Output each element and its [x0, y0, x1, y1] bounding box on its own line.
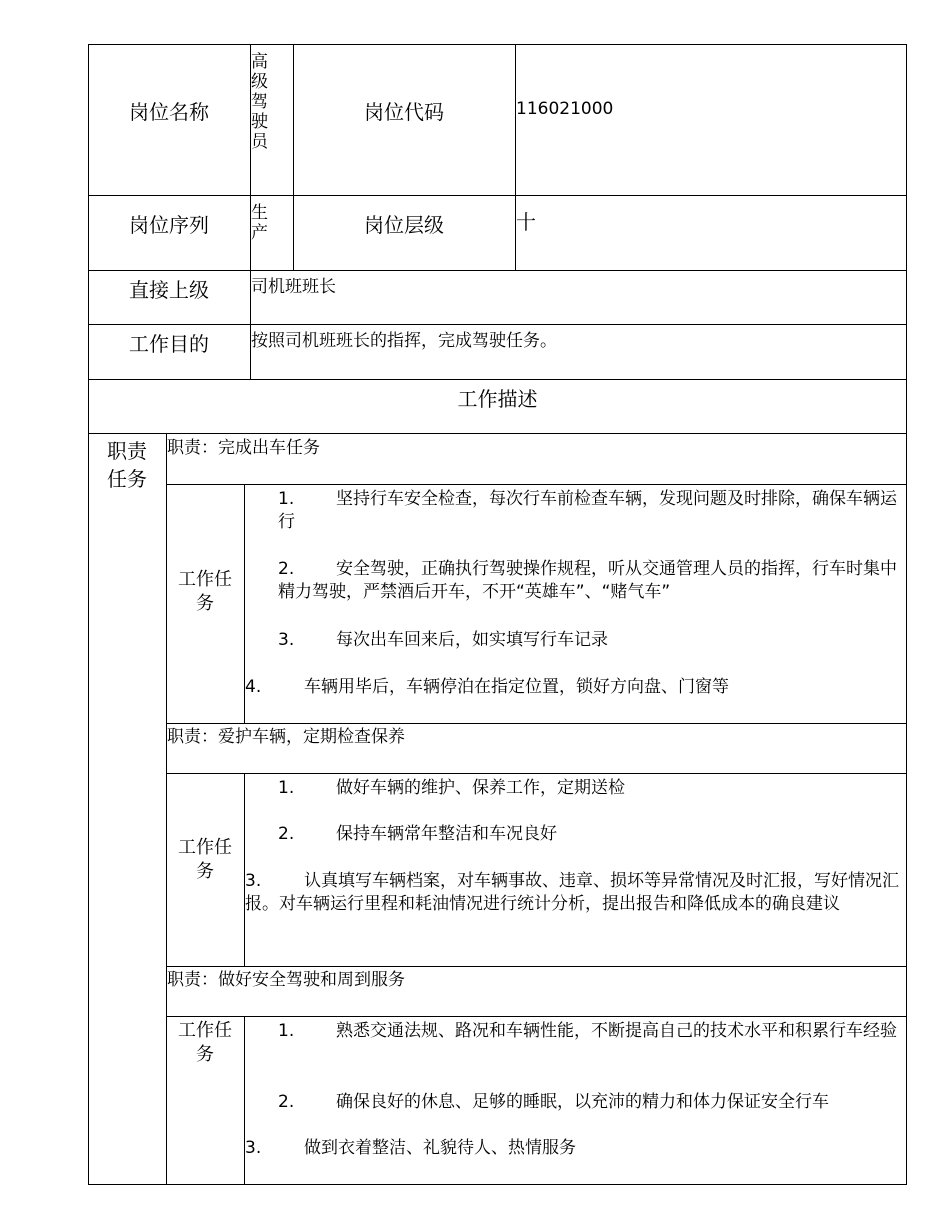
row-divider	[88, 433, 907, 434]
task-text: 熟悉交通法规、路况和车辆性能，不断提高自己的技术水平和积累行车经验	[336, 1021, 897, 1041]
task-item	[245, 870, 900, 916]
task-item	[278, 777, 898, 800]
task-text: 保持车辆常年整洁和车况良好	[336, 824, 557, 844]
purpose-label: 工作目的	[129, 331, 209, 356]
duty-title: 职责：做好安全驾驶和周到服务	[167, 970, 405, 990]
sequence-label: 岗位序列	[129, 212, 209, 237]
task-text: 确保良好的休息、足够的睡眠，以充沛的精力和体力保证安全行车	[336, 1092, 829, 1112]
level-value: 十	[516, 210, 536, 234]
task-item	[278, 488, 898, 534]
row-divider	[166, 1016, 907, 1017]
task-item	[245, 676, 900, 699]
task-text: 做到衣着整洁、礼貌待人、热情服务	[304, 1138, 576, 1158]
sequence-value: 生产	[251, 203, 268, 243]
duty-title: 职责：完成出车任务	[167, 438, 320, 458]
position-code-label: 岗位代码	[364, 99, 444, 124]
task-number: 2.	[278, 559, 295, 579]
task-number: 1.	[278, 778, 295, 798]
col-divider	[515, 44, 516, 270]
row-divider	[166, 773, 907, 774]
task-item	[278, 558, 898, 604]
duty-title: 职责：爱护车辆，定期检查保养	[167, 727, 405, 747]
purpose-value: 按照司机班班长的指挥，完成驾驶任务。	[251, 331, 557, 351]
task-item	[278, 1091, 898, 1114]
level-label: 岗位层级	[364, 212, 444, 237]
task-text: 每次出车回来后，如实填写行车记录	[336, 630, 608, 650]
supervisor-value: 司机班班长	[251, 277, 336, 297]
col-divider	[166, 433, 167, 1185]
duties-label: 职责任务	[107, 439, 147, 491]
task-item	[278, 1020, 898, 1043]
task-text: 做好车辆的维护、保养工作，定期送检	[336, 778, 625, 798]
task-item	[278, 629, 898, 652]
task-number: 1.	[278, 1021, 295, 1041]
task-number: 3.	[245, 1138, 262, 1158]
position-name-value: 高级驾驶员	[251, 52, 268, 152]
task-label: 工作任务	[178, 837, 232, 882]
task-text: 认真填写车辆档案，对车辆事故、违章、损坏等异常情况及时汇报，写好情况汇报。对车辆运行里程和耗油情况进行统计分析，提出报告和降低成本的确良建议	[245, 871, 899, 914]
description-title: 工作描述	[457, 386, 538, 411]
task-text: 车辆用毕后，车辆停泊在指定位置，锁好方向盘、门窗等	[304, 677, 729, 697]
row-divider	[166, 723, 907, 724]
supervisor-label: 直接上级	[129, 277, 209, 302]
task-number: 3.	[245, 871, 262, 891]
row-divider	[166, 966, 907, 967]
task-item	[245, 1137, 900, 1160]
task-text: 坚持行车安全检查，每次行车前检查车辆，发现问题及时排除，确保车辆运行	[278, 489, 897, 532]
task-item	[278, 823, 898, 846]
task-number: 2.	[278, 1092, 295, 1112]
task-number: 4.	[245, 677, 262, 697]
task-label: 工作任务	[178, 569, 232, 614]
position-name-label: 岗位名称	[129, 99, 209, 124]
position-code-value: 116021000	[516, 99, 614, 119]
task-text: 安全驾驶，正确执行驾驶操作规程，听从交通管理人员的指挥，行车时集中精力驾驶，严禁酒后开车，不开“英雄车”、“赌气车”	[278, 559, 897, 602]
task-number: 3.	[278, 630, 295, 650]
task-number: 1.	[278, 489, 295, 509]
task-number: 2.	[278, 824, 295, 844]
row-divider	[166, 484, 907, 485]
task-label: 工作任务	[178, 1020, 232, 1065]
